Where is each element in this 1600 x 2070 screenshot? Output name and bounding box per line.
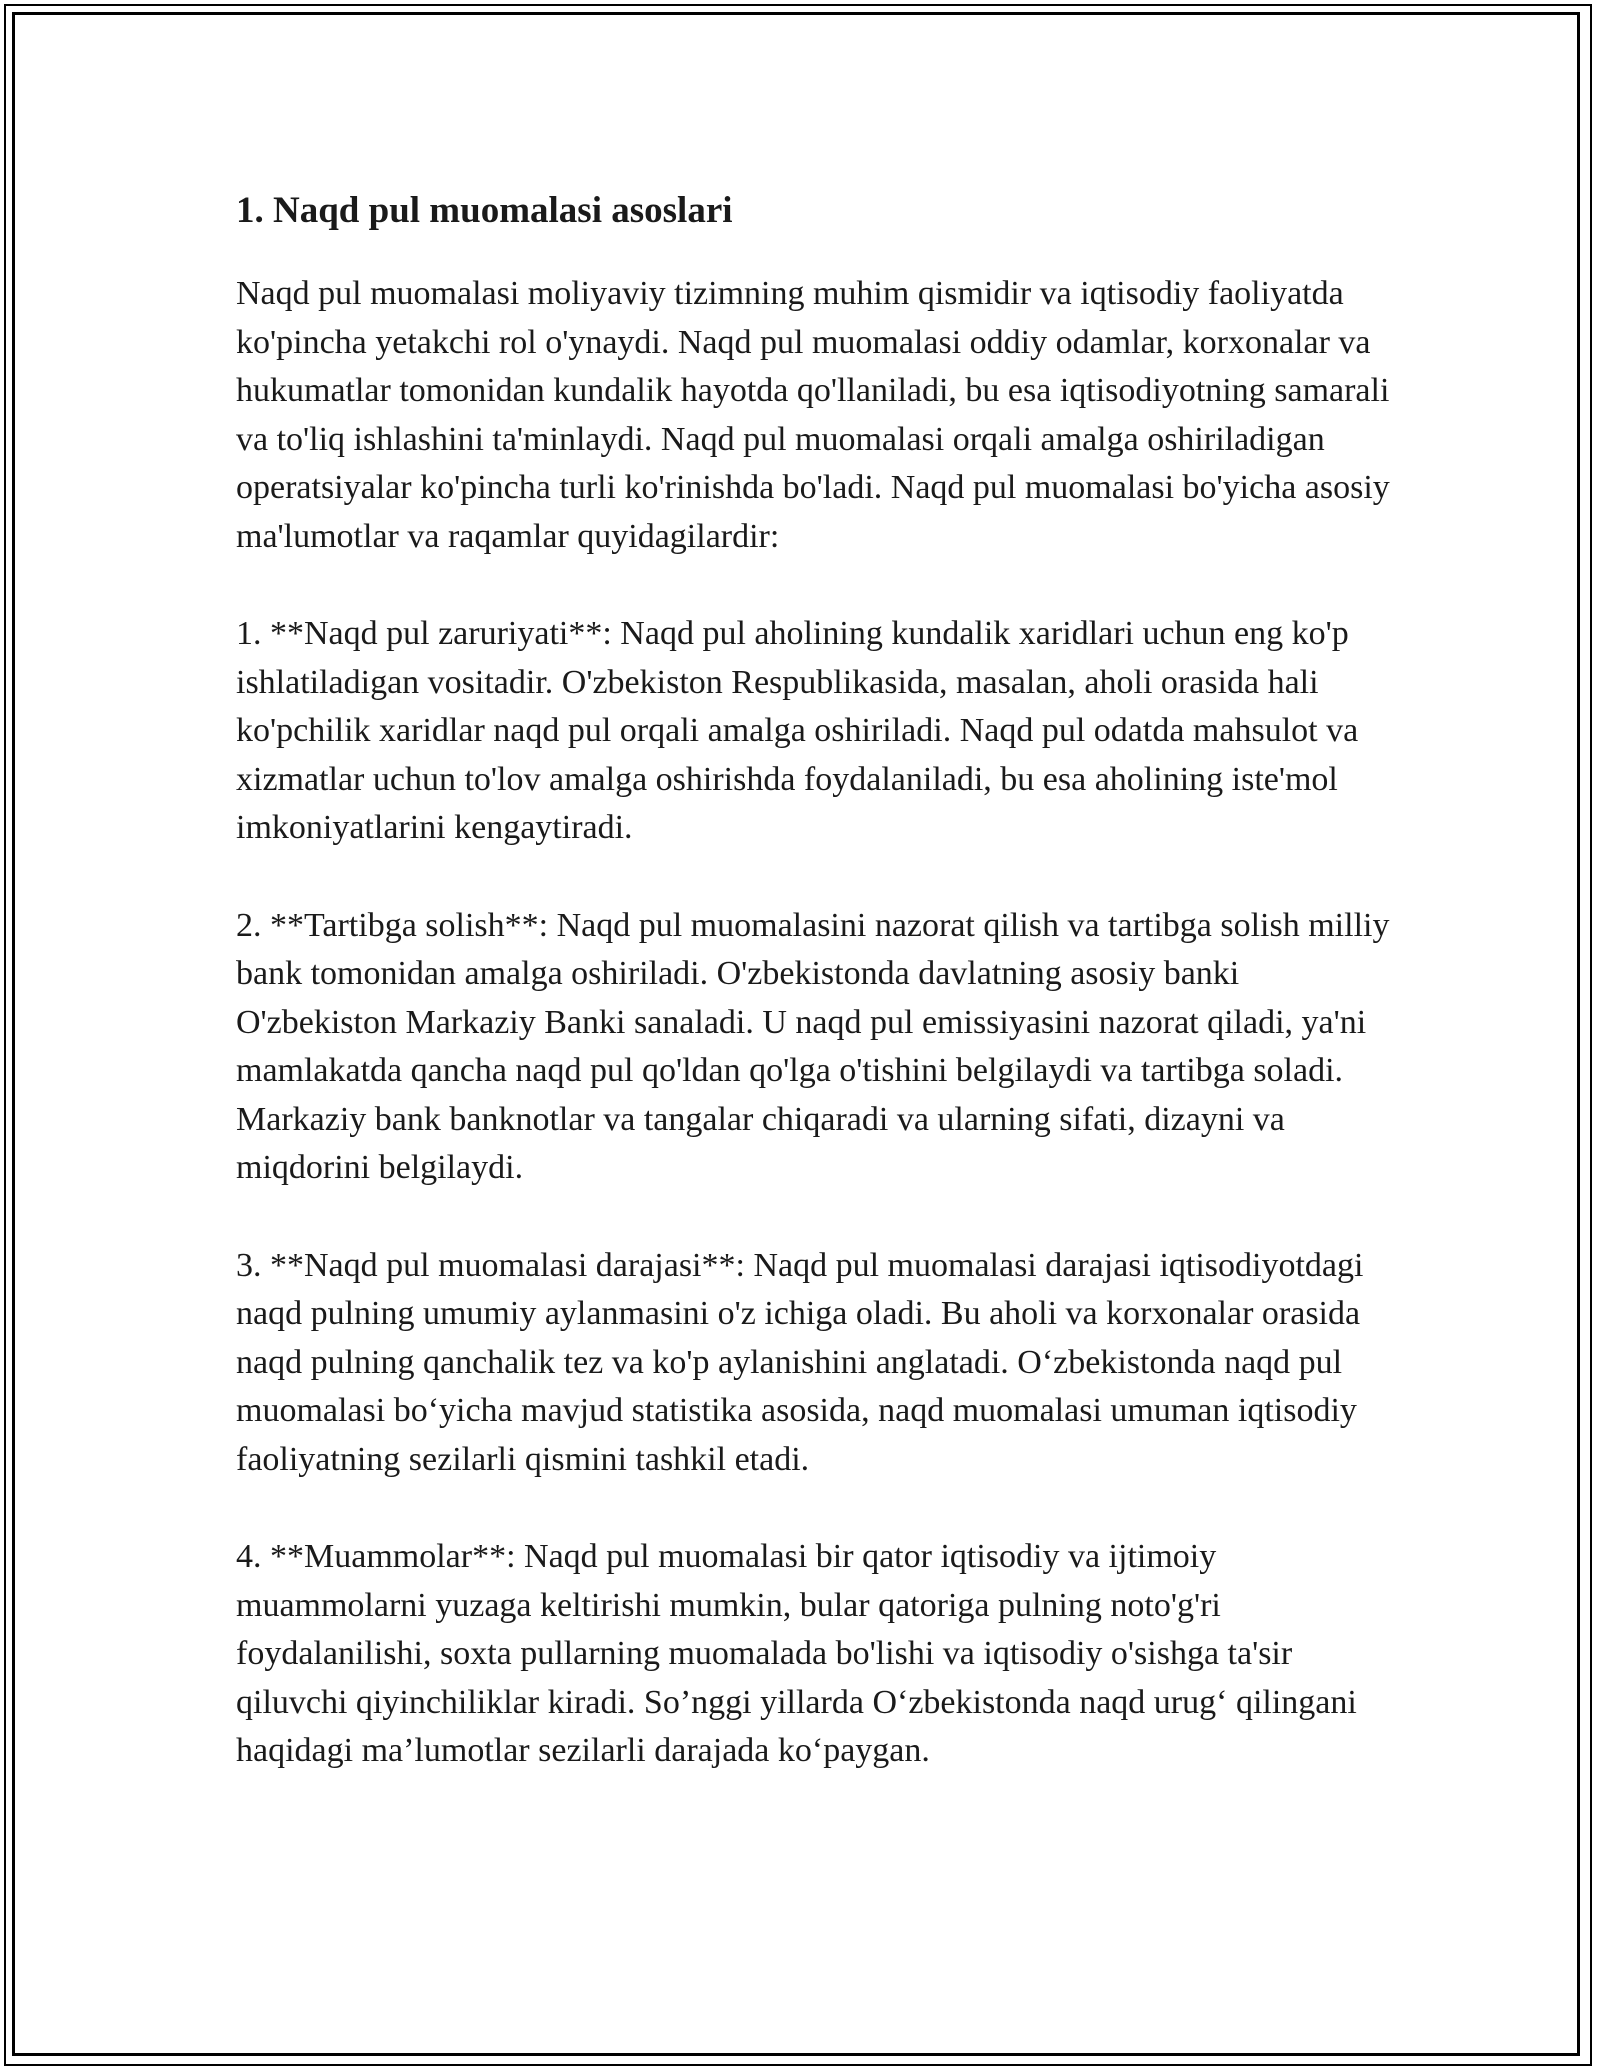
- list-item-paragraph: 2. **Tartibga solish**: Naqd pul muomalasini nazorat qilish va tartibga solish milliy bank tomonidan amalga oshiriladi. O'zbekistonda davlatning asosiy banki O'zbekiston Markaziy Banki sanaladi. U naqd pul emissiyasini nazorat qiladi, ya'ni mamlakatda qancha naqd pul qo'ldan qo'lga o'tishini belgilaydi va tartibga soladi. Markaziy bank banknotlar va tangalar chiqaradi va ularning sifati, dizayni va miqdorini belgilaydi.: [236, 906, 1390, 1186]
- list-item-paragraph: 4. **Muammolar**: Naqd pul muomalasi bir qator iqtisodiy va ijtimoiy muammolarni yuzaga keltirishi mumkin, bular qatoriga pulning noto'g'ri foydalanilishi, soxta pullarning muomalada bo'lishi va iqtisodiy o'sishga ta'sir qiluvchi qiyinchiliklar kiradi. So’nggi yillarda O‘zbekistonda naqd urug‘ qilingani haqidagi ma’lumotlar sezilarli darajada ko‘paygan.: [236, 1538, 1357, 1769]
- intro-paragraph: Naqd pul muomalasi moliyaviy tizimning muhim qismidir va iqtisodiy faoliyatda ko'pincha yetakchi rol o'ynaydi. Naqd pul muomalasi oddiy odamlar, korxonalar va hukumatlar tomonidan kundalik hayotda qo'llaniladi, bu esa iqtisodiyotning samarali va to'liq ishlashini ta'minlaydi. Naqd pul muomalasi orqali amalga oshiriladigan operatsiyalar ko'pincha turli ko'rinishda bo'ladi. Naqd pul muomalasi bo'yicha asosiy ma'lumotlar va raqamlar quyidagilardir:: [236, 275, 1390, 555]
- section-heading: 1. Naqd pul muomalasi asoslari: [236, 190, 733, 231]
- list-item-paragraph: 3. **Naqd pul muomalasi darajasi**: Naqd pul muomalasi darajasi iqtisodiyotdagi naqd pulning umumiy aylanmasini o'z ichiga oladi. Bu aholi va korxonalar orasida naqd pulning qanchalik tez va ko'p aylanishini anglatadi. O‘zbekistonda naqd pul muomalasi bo‘yicha mavjud statistika asosida, naqd muomalasi umuman iqtisodiy faoliyatning sezilarli qismini tashkil etadi.: [236, 1246, 1364, 1478]
- list-item-paragraph: 1. **Naqd pul zaruriyati**: Naqd pul aholining kundalik xaridlari uchun eng ko'p ishlatiladigan vositadir. O'zbekiston Respublikasida, masalan, aholi orasida hali ko'pchilik xaridlar naqd pul orqali amalga oshiriladi. Naqd pul odatda mahsulot va xizmatlar uchun to'lov amalga oshirishda foydalaniladi, bu esa aholining iste'mol imkoniyatlarini kengaytiradi.: [236, 615, 1359, 846]
- document-body: [236, 188, 1396, 1825]
